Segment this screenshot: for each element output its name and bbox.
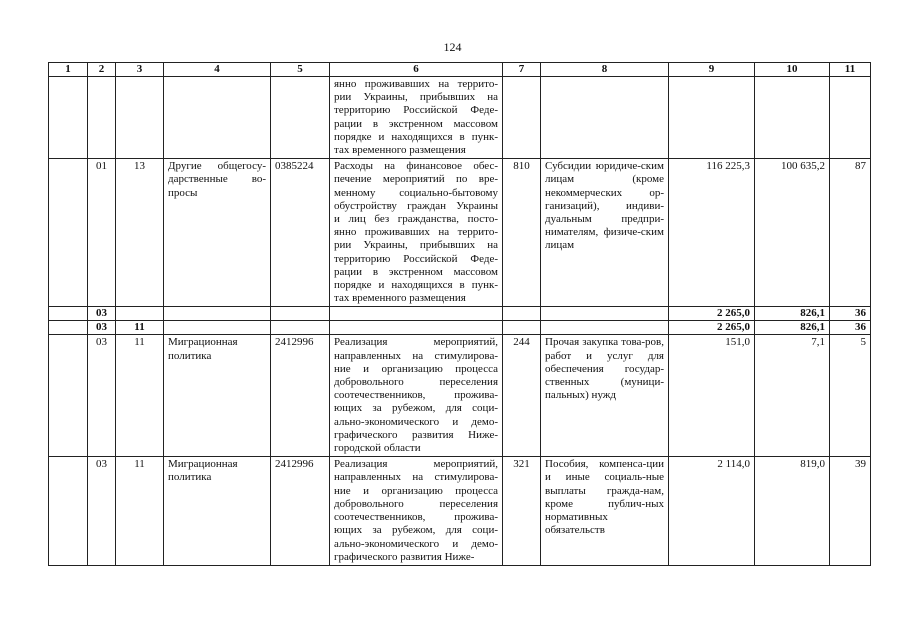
cell-target-code: 0385224 [271, 159, 330, 307]
description-line: территорию Российской Феде- [334, 104, 498, 117]
cell-actual: 826,1 [755, 321, 830, 335]
cell-col1 [49, 77, 88, 159]
cell-empty [541, 307, 669, 321]
cell-percent: 36 [830, 307, 871, 321]
description-line: и лиц без гражданства, посто- [334, 213, 498, 226]
table-row [49, 159, 871, 307]
cell-subsection: 13 [116, 159, 164, 307]
description-line: рации в экстренном массовом [334, 265, 498, 278]
cell-percent: 87 [830, 159, 871, 307]
cell-description [330, 159, 503, 307]
cell-col1 [49, 321, 88, 335]
description-line: соотечественников, прожива- [334, 389, 498, 402]
cell-empty [330, 321, 503, 335]
description-line: янно проживавших на террито- [334, 226, 498, 239]
description-line: тах временного размещения [334, 144, 466, 157]
cell-expense-name: Пособия, компенса-ции и иные социаль-ные выплаты гражда-нам, кроме публич-ных нормативных обязательств [541, 457, 669, 566]
cell-subsection [116, 77, 164, 159]
description-line: ние и организацию процесса [334, 362, 498, 375]
cell-section-name: Другие общегосу-дарственные во-просы [164, 159, 271, 307]
description-line: ально-экономического и демо- [334, 537, 498, 550]
description-line: рии Украины, прибывших на [334, 239, 498, 252]
column-header: 2 [88, 63, 116, 77]
cell-empty [271, 321, 330, 335]
description-line: графического развития Ниже- [334, 550, 475, 563]
table-row [49, 335, 871, 457]
column-header: 10 [755, 63, 830, 77]
cell-empty [541, 321, 669, 335]
cell-description [330, 335, 503, 457]
description-line: ющих за рубежом, для соци- [334, 524, 498, 537]
cell-plan [669, 77, 755, 159]
cell-subsection [116, 307, 164, 321]
column-header: 9 [669, 63, 755, 77]
description-line: направленных на стимулирова- [334, 471, 498, 484]
description-line: ние и организацию процесса [334, 484, 498, 497]
cell-target-code [271, 77, 330, 159]
cell-percent: 39 [830, 457, 871, 566]
cell-subsection: 11 [116, 321, 164, 335]
description-line: Реализация мероприятий, [334, 336, 498, 349]
description-line: добровольного переселения [334, 497, 498, 510]
column-header: 3 [116, 63, 164, 77]
cell-subsection: 11 [116, 457, 164, 566]
description-line: соотечественников, прожива- [334, 511, 498, 524]
cell-section: 03 [88, 321, 116, 335]
cell-section: 03 [88, 335, 116, 457]
description-line: направленных на стимулирова- [334, 349, 498, 362]
cell-section-name: Миграционная политика [164, 457, 271, 566]
column-header: 7 [503, 63, 541, 77]
description-line: городской области [334, 442, 421, 455]
cell-col1 [49, 307, 88, 321]
description-line: графического развития Ниже- [334, 428, 498, 441]
column-header: 1 [49, 63, 88, 77]
table-row [49, 457, 871, 566]
subtotal-row [49, 307, 871, 321]
description-line: Расходы на финансовое обес- [334, 160, 498, 173]
cell-plan: 116 225,3 [669, 159, 755, 307]
description-line: порядке и находящихся в пунк- [334, 130, 498, 143]
column-header: 5 [271, 63, 330, 77]
description-line: Реализация мероприятий, [334, 458, 498, 471]
cell-section: 03 [88, 307, 116, 321]
budget-table [48, 62, 871, 566]
cell-target-code: 2412996 [271, 335, 330, 457]
cell-percent [830, 77, 871, 159]
cell-section [88, 77, 116, 159]
cell-actual: 819,0 [755, 457, 830, 566]
cell-expense-name [541, 77, 669, 159]
description-line: печение мероприятий по вре- [334, 173, 498, 186]
description-line: янно проживавших на террито- [334, 78, 498, 90]
column-header: 6 [330, 63, 503, 77]
cell-expense-code [503, 77, 541, 159]
cell-expense-code: 244 [503, 335, 541, 457]
cell-col1 [49, 159, 88, 307]
description-line: обустройству граждан Украины [334, 199, 498, 212]
cell-plan: 2 114,0 [669, 457, 755, 566]
cell-percent: 5 [830, 335, 871, 457]
cell-actual: 7,1 [755, 335, 830, 457]
column-header: 11 [830, 63, 871, 77]
cell-percent: 36 [830, 321, 871, 335]
cell-plan: 2 265,0 [669, 321, 755, 335]
cell-empty [271, 307, 330, 321]
description-line: ально-экономического и демо- [334, 415, 498, 428]
cell-actual: 100 635,2 [755, 159, 830, 307]
cell-plan: 151,0 [669, 335, 755, 457]
cell-section: 03 [88, 457, 116, 566]
cell-empty [503, 321, 541, 335]
cell-section-name [164, 77, 271, 159]
cell-target-code: 2412996 [271, 457, 330, 566]
description-line: менному социально-бытовому [334, 186, 498, 199]
description-line: рии Украины, прибывших на [334, 91, 498, 104]
cell-col1 [49, 457, 88, 566]
cell-expense-code: 810 [503, 159, 541, 307]
cell-subsection: 11 [116, 335, 164, 457]
description-line: ющих за рубежом, для соци- [334, 402, 498, 415]
cell-expense-code: 321 [503, 457, 541, 566]
cell-description [330, 457, 503, 566]
description-line: территорию Российской Феде- [334, 252, 498, 265]
description-line: добровольного переселения [334, 376, 498, 389]
page-number: 124 [443, 40, 462, 54]
cell-actual: 826,1 [755, 307, 830, 321]
cell-empty [164, 321, 271, 335]
cell-empty [164, 307, 271, 321]
header-row [49, 63, 871, 77]
cell-actual [755, 77, 830, 159]
table-row [49, 77, 871, 159]
column-header: 4 [164, 63, 271, 77]
description-line: рации в экстренном массовом [334, 117, 498, 130]
cell-section: 01 [88, 159, 116, 307]
cell-description [330, 77, 503, 159]
description-line: тах временного размещения [334, 292, 466, 305]
subtotal-row [49, 321, 871, 335]
description-line: порядке и находящихся в пунк- [334, 279, 498, 292]
cell-empty [330, 307, 503, 321]
cell-expense-name: Прочая закупка това-ров, работ и услуг для обеспечения государ-ственных (муници-пальных) нужд [541, 335, 669, 457]
cell-col1 [49, 335, 88, 457]
column-header: 8 [541, 63, 669, 77]
cell-plan: 2 265,0 [669, 307, 755, 321]
cell-empty [503, 307, 541, 321]
cell-expense-name: Субсидии юридиче-ским лицам (кроме некоммерческих ор-ганизаций), индиви-дуальным предпри-нимателям, физиче-ским лицам [541, 159, 669, 307]
cell-section-name: Миграционная политика [164, 335, 271, 457]
